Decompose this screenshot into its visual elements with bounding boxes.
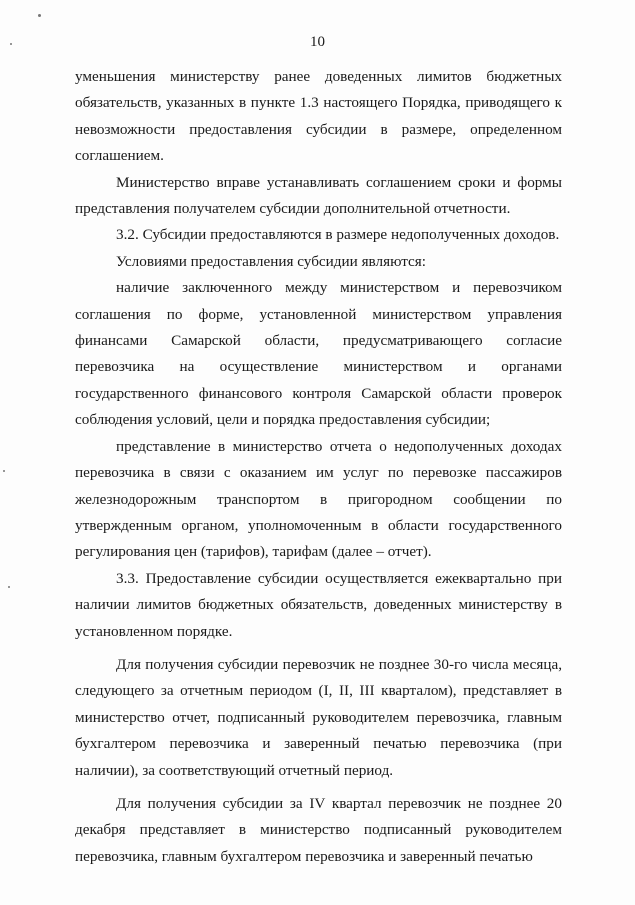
paragraph-budget-limits: уменьшения министерству ранее доведенных лимитов бюджетных обязательств, указанных в пункте 1.3 настоящего Порядка, приводящего к невозможности предоставления субсидии в размере, определенном соглашением. bbox=[75, 68, 562, 165]
paragraph-3-2: 3.2. Субсидии предоставляются в размере недополученных доходов. bbox=[116, 226, 560, 244]
paragraph-q4-report: Для получения субсидии за IV квартал перевозчик не позднее 20 декабря представляет в министерство подписанный руководителем перевозчика, главным бухгалтером перевозчика и заверенный печатью bbox=[75, 794, 562, 865]
document-body bbox=[75, 64, 562, 870]
scan-speck bbox=[10, 43, 12, 45]
scan-speck bbox=[38, 14, 41, 17]
paragraph-condition-agreement: наличие заключенного между министерством и перевозчиком соглашения по форме, установленной министерством управления финансами Самарской области, предусматривающего согласие перевозчика на осуществление министерством и органами государственного финансового контроля Самарской области проверок соблюдения условий, цели и порядка предоставления субсидии; bbox=[75, 279, 562, 429]
page-number: 10 bbox=[310, 34, 325, 50]
paragraph-condition-report: представление в министерство отчета о недополученных доходах перевозчика в связи с оказанием им услуг по перевозке пассажиров железнодорожным транспортом в пригородном сообщении по утвержденным органом, уполномоченным в области государственного регулирования цен (тарифов), тарифам (далее – отчет). bbox=[75, 437, 562, 561]
paragraph-3-3: 3.3. Предоставление субсидии осуществляется ежеквартально при наличии лимитов бюджетных обязательств, доведенных министерству в установленном порядке. bbox=[75, 569, 562, 640]
paragraph-additional-reporting: Министерство вправе устанавливать соглашением сроки и формы представления получателем субсидии дополнительной отчетности. bbox=[75, 173, 562, 218]
scan-speck bbox=[8, 586, 10, 588]
scan-speck bbox=[3, 470, 5, 472]
paragraph-conditions-heading: Условиями предоставления субсидии являются: bbox=[116, 252, 426, 270]
paragraph-quarterly-report: Для получения субсидии перевозчик не позднее 30-го числа месяца, следующего за отчетным периодом (I, II, III кварталом), представляет в министерство отчет, подписанный руководителем перевозчика, главным бухгалтером перевозчика и заверенный печатью перевозчика (при наличии), за соответствующий отчетный период. bbox=[75, 655, 562, 779]
